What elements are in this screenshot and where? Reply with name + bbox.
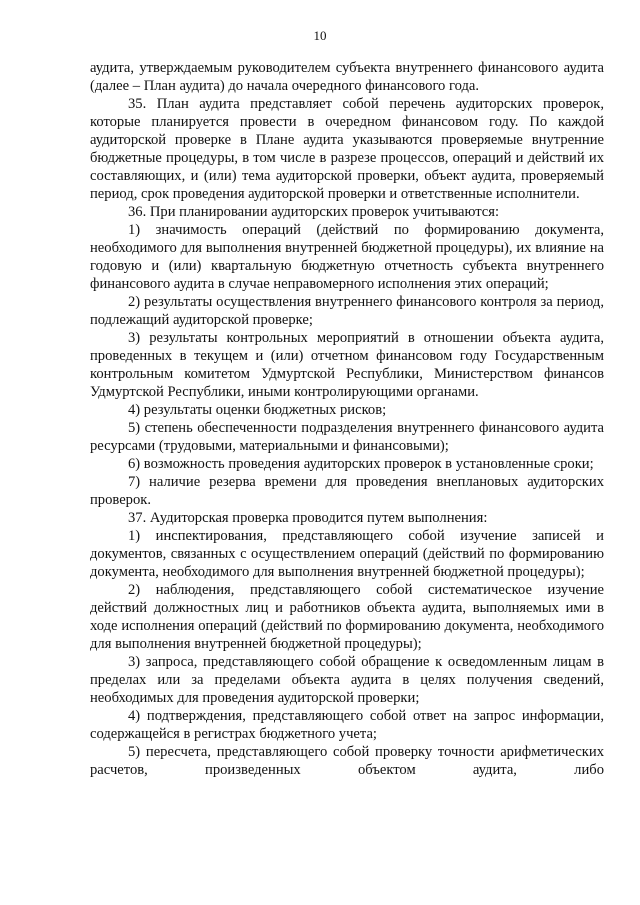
paragraph-36-item-6: 6) возможность проведения аудиторских проверок в установленные сроки; bbox=[128, 456, 594, 472]
paragraph-37-item-4: 4) подтверждения, представляющего собой ответ на запрос информации, содержащейся в регистрах бюджетного учета; bbox=[90, 708, 604, 742]
paragraph-36-item-3: 3) результаты контрольных мероприятий в отношении объекта аудита, проведенных в текущем и (или) отчетном финансовом году Государственным контрольным комитетом Удмуртской Республики, Министерством финансов Удмуртской Республики, иными контролирующими органами. bbox=[90, 330, 604, 400]
paragraph-36: 36. При планировании аудиторских проверок учитываются: bbox=[128, 204, 500, 220]
paragraph-36-item-7: 7) наличие резерва времени для проведения внеплановых аудиторских проверок. bbox=[90, 474, 604, 508]
paragraph-36-item-1: 1) значимость операций (действий по формированию документа, необходимого для выполнения внутренней бюджетной процедуры), их влияние на годовую и (или) квартальную бюджетную отчетность субъекта внутреннего финансового аудита в случае неправомерного исполнения этих операций; bbox=[90, 222, 604, 292]
paragraph-36-item-2: 2) результаты осуществления внутреннего финансового контроля за период, подлежащий аудиторской проверке; bbox=[90, 294, 604, 328]
paragraph-36-item-4: 4) результаты оценки бюджетных рисков; bbox=[128, 402, 387, 418]
paragraph-35: 35. План аудита представляет собой перечень аудиторских проверок, которые планируется провести в очередном финансовом году. По каждой аудиторской проверке в Плане аудита указываются проверяемые внутренние бюджетные процедуры, в том числе в разрезе процессов, операций и действий их составляющих, и (или) тема аудиторской проверки, объект аудита, проверяемый период, срок проведения аудиторской проверки и ответственные исполнители. bbox=[90, 96, 604, 202]
paragraph-continuation: аудита, утверждаемым руководителем субъекта внутреннего финансового аудита (далее – План аудита) до начала очередного финансового года. bbox=[90, 60, 604, 94]
paragraph-37-item-2: 2) наблюдения, представляющего собой систематическое изучение действий должностных лиц и работников объекта аудита, выполняемых ими в ходе исполнения операций (действий по формированию документа, необходимого для выполнения внутренней бюджетной процедуры); bbox=[90, 582, 604, 652]
paragraph-36-item-5: 5) степень обеспеченности подразделения внутреннего финансового аудита ресурсами (трудовыми, материальными и финансовыми); bbox=[90, 420, 604, 454]
document-body bbox=[90, 59, 604, 779]
page-number: 10 bbox=[313, 28, 327, 43]
paragraph-37: 37. Аудиторская проверка проводится путем выполнения: bbox=[128, 510, 488, 526]
paragraph-37-item-3: 3) запроса, представляющего собой обращение к осведомленным лицам в пределах или за пределами объекта аудита в целях получения сведений, необходимых для проведения аудиторской проверки; bbox=[90, 654, 604, 706]
paragraph-37-item-1: 1) инспектирования, представляющего собой изучение записей и документов, связанных с осуществлением операций (действий по формированию документа, необходимого для выполнения внутренней бюджетной процедуры); bbox=[90, 528, 604, 580]
paragraph-37-item-5: 5) пересчета, представляющего собой проверку точности арифметических расчетов, произведенных объектом аудита, либо bbox=[90, 744, 604, 778]
